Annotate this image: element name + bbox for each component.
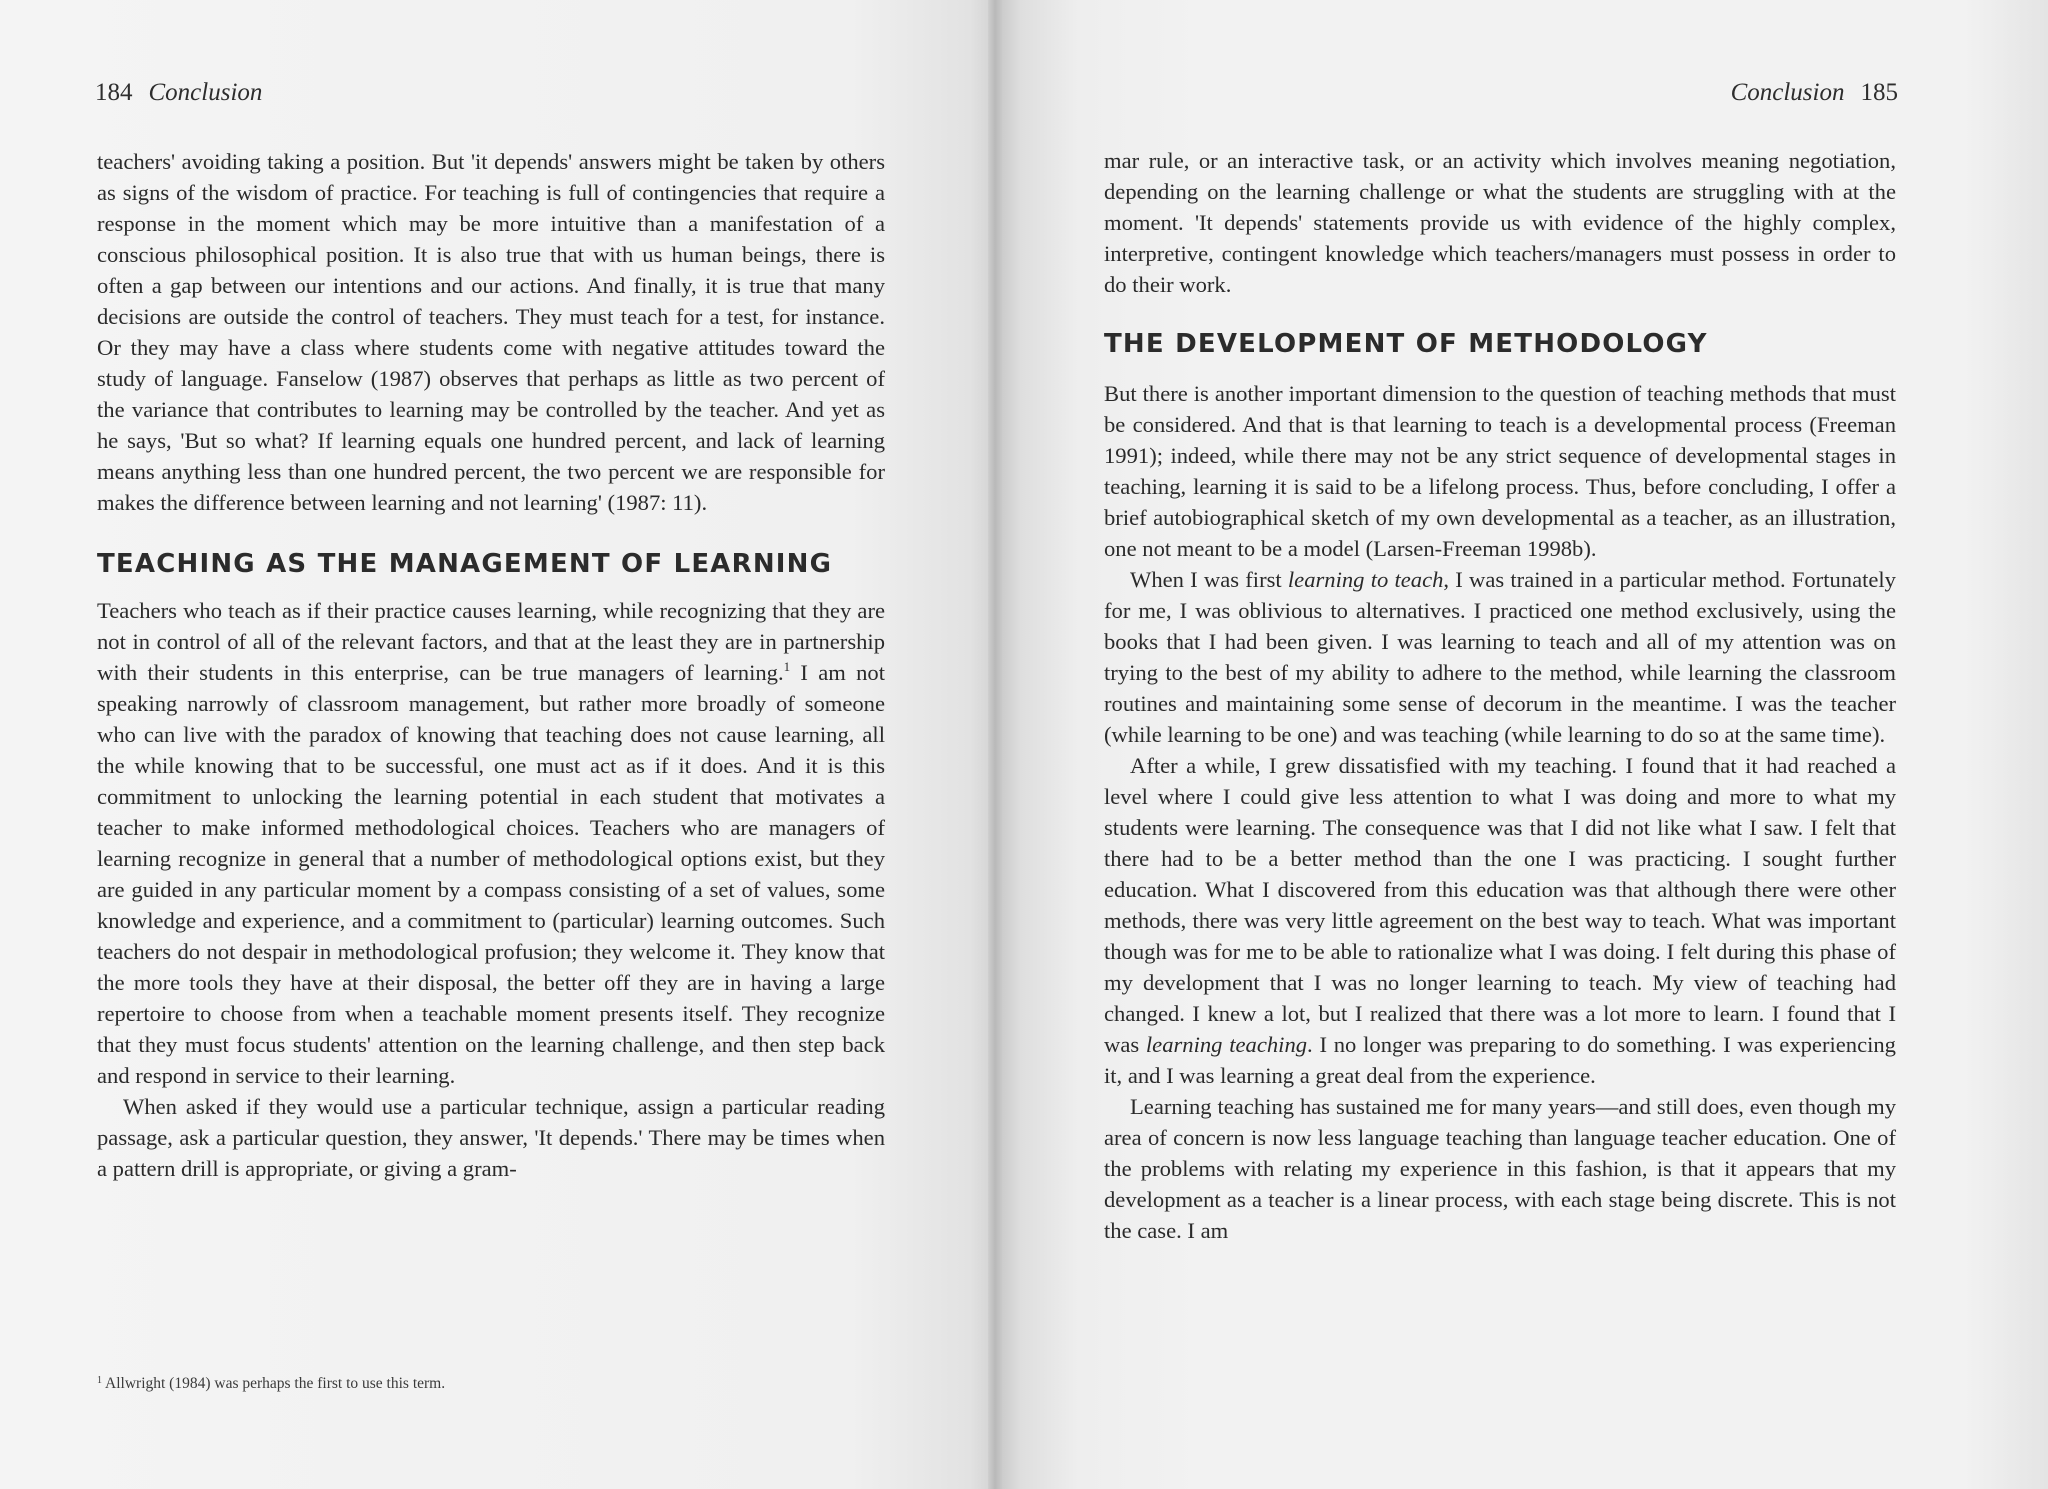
paragraph [97, 595, 885, 1091]
right-body-text [1104, 145, 1896, 1246]
left-body-text [97, 146, 885, 1184]
paragraph [1104, 564, 1896, 750]
footnote-number: 1 [97, 1375, 102, 1386]
right-page [994, 0, 2048, 1489]
paragraph: When asked if they would use a particular technique, assign a particular reading passage, ask a particular question, they answer, 'It depends.' There may be times when a pattern drill is appropriate, or giving a gram- [97, 1094, 885, 1181]
paragraph: teachers' avoiding taking a position. But 'it depends' answers might be taken by others as signs of the wisdom of practice. For teaching is full of contingencies that require a response in the moment which may be more intuitive than a manifestation of a conscious philosophical position. It is also true that with us human beings, there is often a gap between our intentions and our actions. And finally, it is true that many decisions are outside the control of teachers. They must teach for a test, for instance. Or they may have a class where students come with negative attitudes toward the study of language. Fanselow (1987) observes that perhaps as little as two percent of the variance that contributes to learning may be controlled by the teacher. And yet as he says, 'But so what? If learning equals one hundred percent, and lack of learning means anything less than one hundred percent, the two percent we are responsible for makes the difference between learning and not learning' (1987: 11). [97, 149, 885, 515]
section-heading-development-of-methodology: THE DEVELOPMENT OF METHODOLOGY [1104, 329, 1708, 359]
paragraph-text: , I was trained in a particular method. Fortunately for me, I was oblivious to alternatives. I practiced one method exclusively, using the books that I had been given. I was learning to teach and all of my attention was on trying to the best of my ability to adhere to the method, while learning the classroom routines and maintaining some sense of decorum in the meantime. I was the teacher (while learning to be one) and was teaching (while learning to do so at the same time). [1104, 567, 1896, 747]
paragraph: Learning teaching has sustained me for many years—and still does, even though my area of concern is now less language teaching than language teacher education. One of the problems with relating my experience in this fashion, is that it appears that my development as a teacher is a linear process, with each stage being discrete. This is not the case. I am [1104, 1094, 1896, 1243]
left-page-number: 184 [95, 79, 133, 106]
right-page-number: 185 [1860, 79, 1898, 106]
section-heading-management-of-learning: TEACHING AS THE MANAGEMENT OF LEARNING [97, 549, 833, 579]
footnote-marker: 1 [783, 659, 791, 674]
paragraph: mar rule, or an interactive task, or an activity which involves meaning negotiation, depending on the learning challenge or what the students are struggling with at the moment. 'It depends' statements provide us with evidence of the highly complex, interpretive, contingent knowledge which teachers/managers must possess in order to do their work. [1104, 148, 1896, 297]
paragraph-text: When I was first [1130, 567, 1288, 592]
emphasis-text: learning teaching [1145, 1032, 1308, 1057]
paragraph-text: After a while, I grew dissatisfied with my teaching. I found that it had reached a level where I could give less attention to what I was doing and more to what my students were learning. The consequence was that I did not like what I saw. I felt that there had to be a better method than the one I was practicing. I sought further education. What I discovered from this education was that although there were other methods, there was very little agreement on the best way to teach. What was important though was for me to be able to rationalize what I was doing. I felt during this phase of my development that I was no longer learning to teach. My view of teaching had changed. I knew a lot, but I realized that there was a lot more to learn. I found that I was [1104, 753, 1896, 1057]
footnote [97, 1373, 885, 1395]
left-page [0, 0, 1000, 1489]
emphasis-text: learning to teach [1287, 567, 1444, 592]
paragraph [1104, 750, 1896, 1091]
right-running-head [1731, 76, 1898, 110]
left-running-title: Conclusion [148, 79, 263, 106]
right-running-title: Conclusion [1730, 79, 1845, 106]
footnote-text: Allwright (1984) was perhaps the first to use this term. [105, 1375, 446, 1392]
left-running-head [95, 76, 262, 110]
paragraph-text: . I no longer was preparing to do something. I was experiencing it, and I was learning a great deal from the experience. [1104, 1032, 1896, 1088]
book-gutter [988, 0, 1002, 1489]
paragraph-text: I am not speaking narrowly of classroom management, but rather more broadly of someone who can live with the paradox of knowing that teaching does not cause learning, all the while knowing that to be successful, one must act as if it does. And it is this commitment to unlocking the learning potential in each student that motivates a teacher to make informed methodological choices. Teachers who are managers of learning recognize in general that a number of methodological options exist, but they are guided in any particular moment by a compass consisting of a set of values, some knowledge and experience, and a commitment to (particular) learning outcomes. Such teachers do not despair in methodological profusion; they welcome it. They know that the more tools they have at their disposal, the better off they are in having a large repertoire to choose from when a teachable moment presents itself. They recognize that they must focus students' attention on the learning challenge, and then step back and respond in service to their learning. [97, 660, 885, 1088]
paragraph: But there is another important dimension to the question of teaching methods that must be considered. And that is that learning to teach is a developmental process (Freeman 1991); indeed, while there may not be any strict sequence of developmental stages in teaching, learning it is said to be a lifelong process. Thus, before concluding, I offer a brief autobiographical sketch of my own developmental as a teacher, as an illustration, one not meant to be a model (Larsen-Freeman 1998b). [1104, 381, 1896, 561]
paragraph-text: Teachers who teach as if their practice causes learning, while recognizing that they are not in control of all of the relevant factors, and that at the least they are in partnership with their students in this enterprise, can be true managers of learning. [97, 598, 885, 685]
